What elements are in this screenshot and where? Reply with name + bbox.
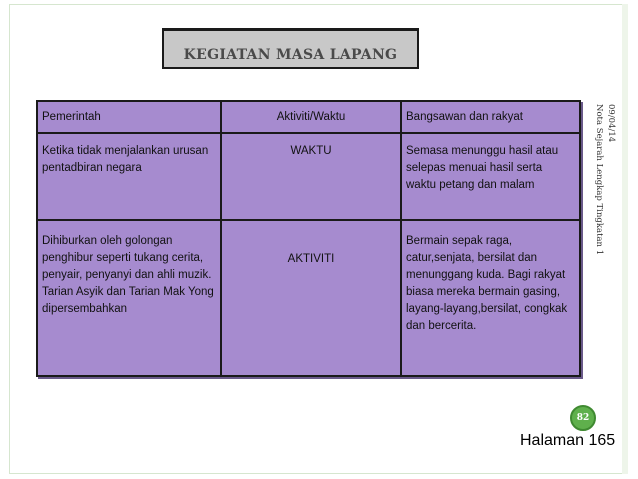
activities-table	[36, 100, 581, 377]
cell-pemerintah: Dihiburkan oleh golongan penghibur seperti tukang cerita, penyair, penyanyi dan ahli muzik. Tarian Asyik dan Tarian Mak Yong dipersembahkan	[37, 220, 221, 376]
title-box	[162, 28, 419, 69]
page-reference: Halaman 165	[520, 432, 616, 449]
cell-aktiviti: AKTIVITI	[221, 220, 401, 376]
header-aktiviti: Aktiviti/Waktu	[221, 101, 401, 133]
cell-rakyat: Semasa menunggu hasil atau selepas menuai hasil serta waktu petang dan malam	[401, 133, 580, 220]
slide-title: KEGIATAN MASA LAPANG	[183, 47, 398, 63]
cell-aktiviti: WAKTU	[221, 133, 401, 220]
table-row	[37, 220, 580, 376]
cell-pemerintah: Ketika tidak menjalankan urusan pentadbiran negara	[37, 133, 221, 220]
slide-side-bar	[622, 4, 628, 474]
page-number: 82	[576, 413, 590, 423]
header-pemerintah: Pemerintah	[37, 101, 221, 133]
table-row	[37, 133, 580, 220]
side-date: 09/04/14	[606, 104, 616, 143]
cell-rakyat: Bermain sepak raga, catur,senjata, bersilat dan menunggang kuda. Bagi rakyat biasa mereka bermain gasing, layang-layang,bersilat, congkak dan bercerita.	[401, 220, 580, 376]
page-number-badge	[570, 405, 596, 431]
header-rakyat: Bangsawan dan rakyat	[401, 101, 580, 133]
side-caption-text: Nota Sejarah Lengkap Tingkatan 1	[594, 104, 604, 256]
side-caption	[589, 104, 619, 324]
table-header-row	[37, 101, 580, 133]
